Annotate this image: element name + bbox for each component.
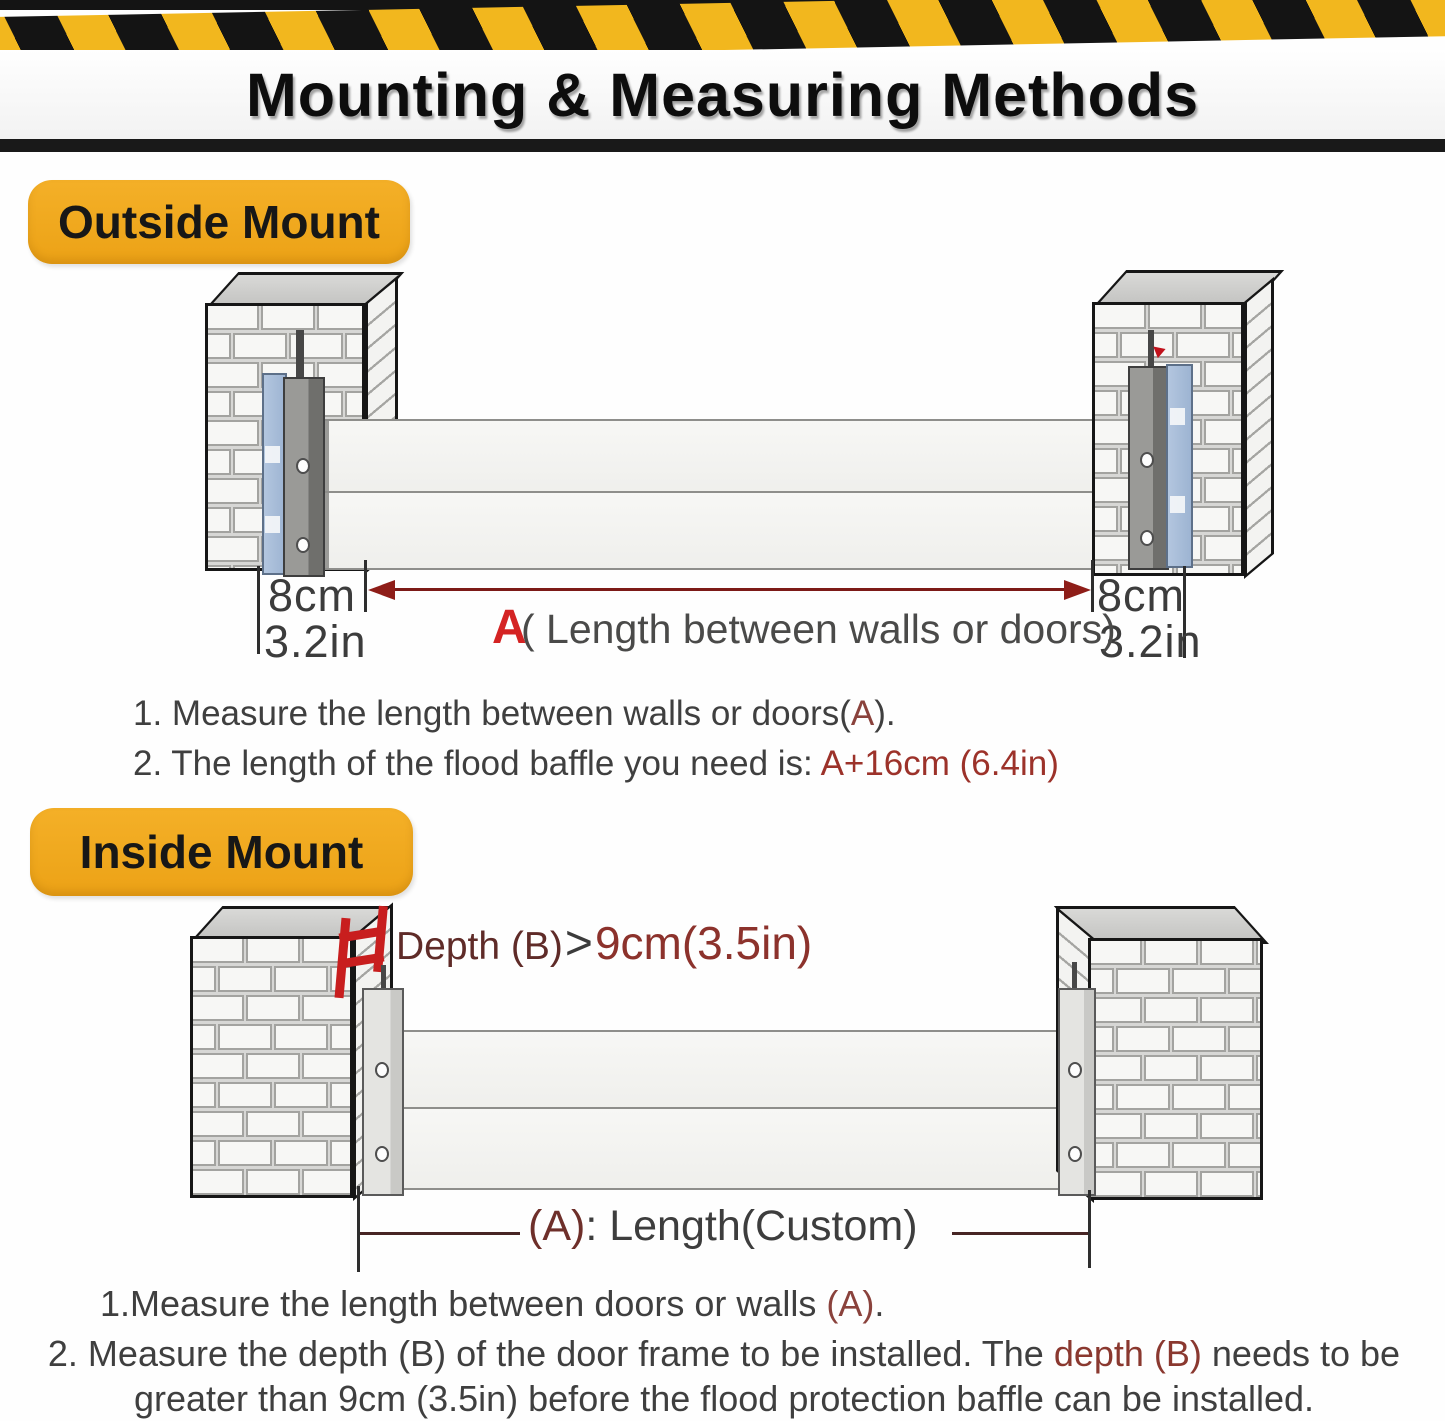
screw-hole [375, 1146, 389, 1162]
arrowhead-right-icon [1064, 580, 1091, 600]
arrowhead-left-icon [368, 580, 395, 600]
depth-value: 9cm(3.5in) [594, 917, 813, 969]
dimension-line [360, 1232, 520, 1235]
dimension-tick [364, 560, 367, 612]
anchor-rod [296, 330, 304, 382]
inside-step-1 [100, 1283, 884, 1325]
flood-barrier-top-panel [322, 419, 1134, 497]
dimension-line [952, 1232, 1088, 1235]
length-letter: (A) [528, 1202, 586, 1250]
dimension-arrow-line [380, 588, 1080, 591]
u-channel-bracket [362, 988, 404, 1196]
flood-barrier-top-panel [396, 1030, 1072, 1113]
seal-strip-mark [1170, 408, 1185, 425]
brick-pillar-front [1088, 938, 1263, 1200]
dimension-tick [1088, 1190, 1091, 1268]
u-channel-bracket [1058, 988, 1096, 1196]
span-letter-a: A [492, 601, 527, 654]
page-title: Mounting & Measuring Methods [245, 60, 1200, 129]
screw-hole [1140, 530, 1154, 546]
seal-strip-mark [265, 516, 280, 533]
screw-hole [375, 1062, 389, 1078]
seal-strip-mark [1170, 496, 1185, 513]
screw-hole [1068, 1062, 1082, 1078]
screw-hole [296, 458, 310, 474]
step-em: A+16cm (6.4in) [820, 744, 1059, 783]
pillar-side-face [1244, 277, 1274, 579]
step-text: needs to be greater than 9cm (3.5in) before the flood protection baffle can be installed. [133, 1333, 1401, 1419]
flood-barrier-bottom-panel [322, 491, 1134, 570]
step-em: depth (B) [1053, 1333, 1202, 1374]
screw-hole [296, 537, 310, 553]
title-band [0, 50, 1445, 139]
offset-right-cm: 8cm [1097, 570, 1186, 621]
depth-prefix: Depth (B) [396, 925, 563, 968]
seal-strip-mark [265, 446, 280, 463]
step-text: 2. The length of the flood baffle you need is: [133, 744, 821, 783]
outside-step-1 [133, 694, 896, 734]
inside-mount-label: Inside Mount [79, 826, 364, 878]
offset-left-cm: 8cm [268, 570, 357, 621]
span-caption: ( Length between walls or doors) [521, 606, 1116, 652]
length-annotation [528, 1202, 918, 1251]
outside-step-2 [133, 744, 1059, 784]
brick-pillar-front [190, 936, 353, 1198]
length-caption: : Length(Custom) [585, 1202, 918, 1250]
inside-mount-tag [30, 808, 413, 896]
step-text: 2. Measure the depth (B) of the door frame to be installed. The [47, 1333, 1054, 1374]
offset-left-in: 3.2in [264, 616, 367, 667]
header-bottom-black-bar [0, 139, 1445, 152]
dimension-tick [357, 1186, 360, 1272]
seal-strip [1166, 364, 1193, 568]
outside-mount-tag [28, 180, 410, 264]
step-em: A [850, 694, 875, 733]
screw-hole [1068, 1146, 1082, 1162]
inside-step-2 [38, 1332, 1410, 1421]
screw-hole [1140, 452, 1154, 468]
step-text: ). [874, 694, 896, 733]
step-text: . [874, 1283, 885, 1324]
step-em: (A) [826, 1283, 875, 1324]
depth-annotation [396, 916, 812, 971]
step-text: 1.Measure the length between doors or walls [100, 1283, 827, 1324]
flood-barrier-bottom-panel [396, 1107, 1072, 1190]
greater-than-sign: > [564, 917, 593, 970]
dimension-tick [257, 566, 260, 654]
offset-right-in: 3.2in [1099, 616, 1202, 667]
outside-mount-label: Outside Mount [58, 196, 380, 248]
dimension-tick [1091, 560, 1094, 612]
step-text: 1. Measure the length between walls or doors( [133, 694, 851, 733]
